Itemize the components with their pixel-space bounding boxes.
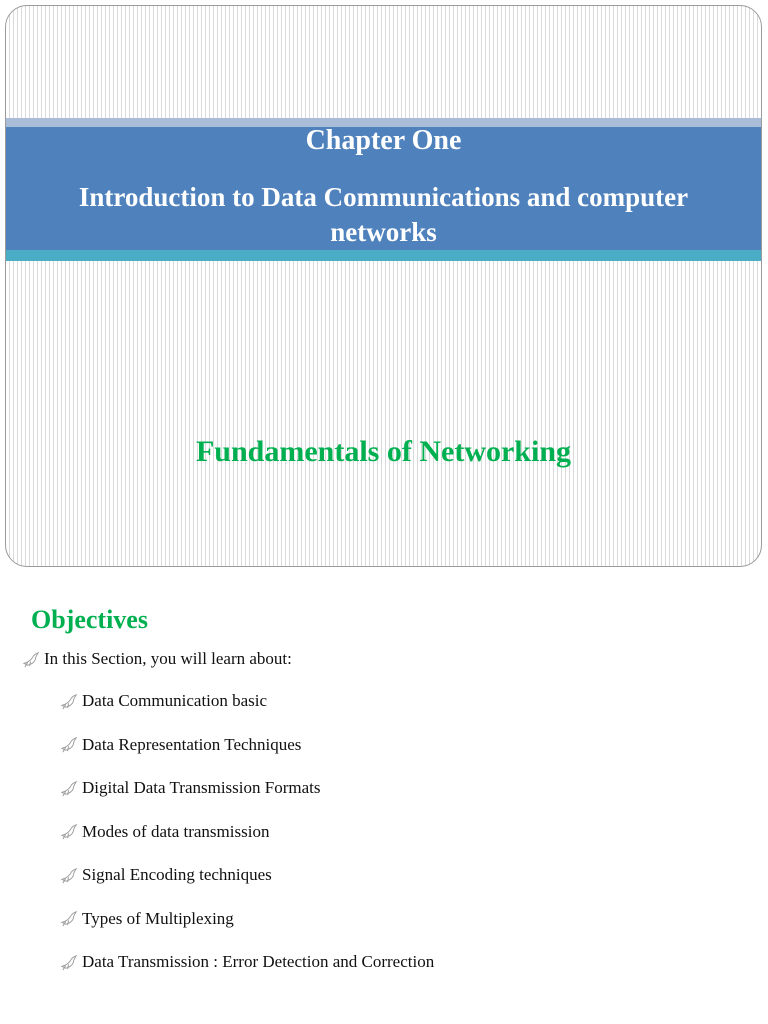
bird-bullet-icon (60, 779, 79, 798)
objectives-intro-text: In this Section, you will learn about: (44, 649, 292, 668)
list-item (60, 777, 434, 799)
course-title: Fundamentals of Networking (195, 435, 571, 468)
list-item (60, 951, 434, 973)
objectives-intro (22, 648, 292, 670)
objectives-list (60, 690, 434, 995)
list-item (60, 908, 434, 930)
list-item-text: Data Transmission : Error Detection and Correction (82, 952, 435, 971)
title-slide (5, 5, 762, 567)
list-item-text: Data Representation Techniques (82, 734, 302, 754)
list-item-text: Modes of data transmission (82, 821, 270, 841)
bird-bullet-icon (60, 909, 79, 928)
bird-bullet-icon (60, 953, 79, 972)
band-bottom-stripe (6, 250, 761, 261)
list-item (60, 864, 434, 886)
list-item-text: Types of Multiplexing (82, 908, 234, 928)
bird-bullet-icon (60, 822, 79, 841)
bird-bullet-icon (22, 650, 41, 669)
bird-bullet-icon (60, 735, 79, 754)
list-item (60, 734, 434, 756)
bird-bullet-icon (60, 866, 79, 885)
list-item (60, 821, 434, 843)
list-item-text: Data Communication basic (82, 691, 268, 710)
list-item-text: Digital Data Transmission Formats (82, 778, 321, 797)
list-item-text: Signal Encoding techniques (82, 865, 272, 884)
list-item (60, 690, 434, 712)
objectives-heading: Objectives (31, 605, 148, 634)
bird-bullet-icon (60, 692, 79, 711)
chapter-title: Chapter One (305, 125, 462, 156)
chapter-subtitle: Introduction to Data Communications and computer networks (78, 182, 689, 247)
